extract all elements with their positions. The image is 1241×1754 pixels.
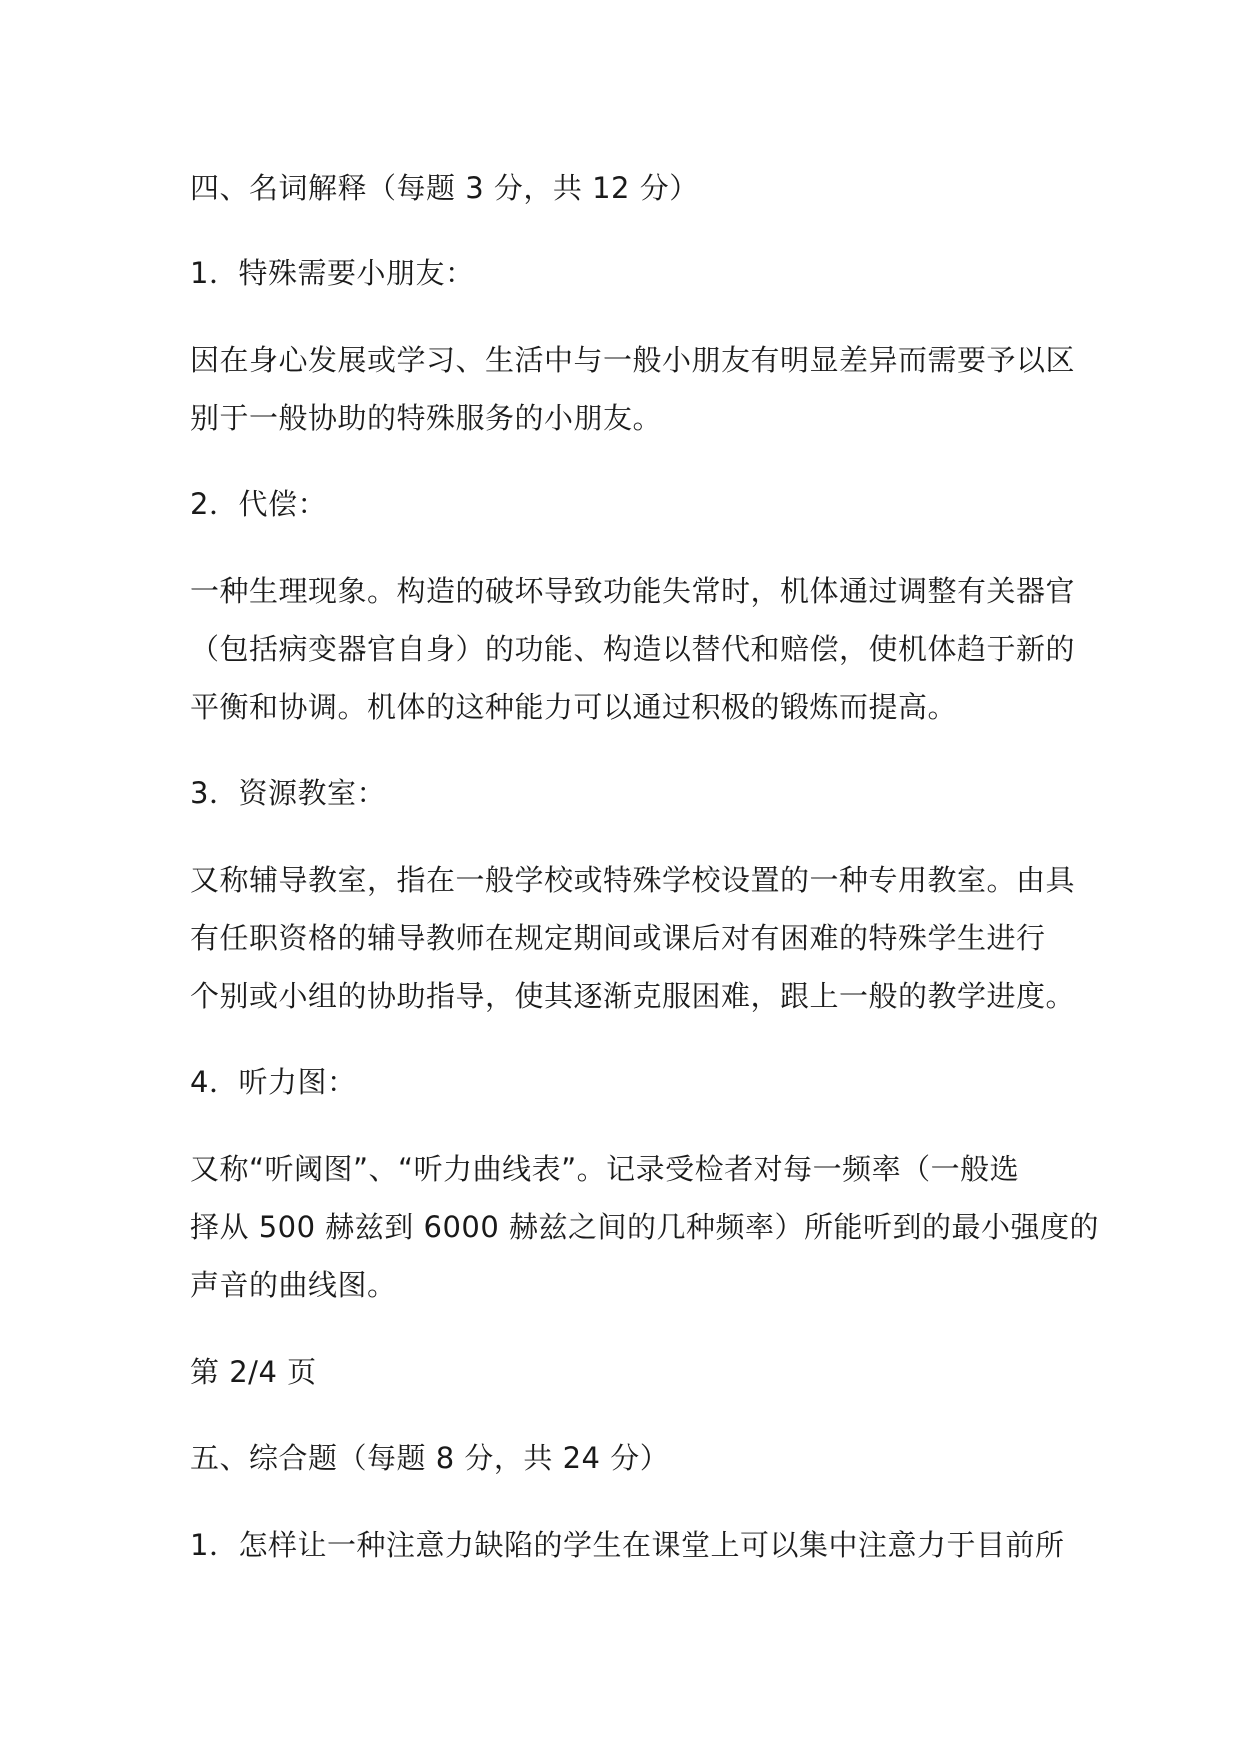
item3-text-line: 有任职资格的辅导教师在规定期间或课后对有困难的特殊学生进行 [190,921,1046,955]
page-number: 第 2/4 页 [190,1355,317,1389]
item4-text-line: 择从 500 赫兹到 6000 赫兹之间的几种频率）所能听到的最小强度的 [190,1210,1100,1244]
item2-text-line: 平衡和协调。机体的这种能力可以通过积极的锻炼而提高。 [190,690,958,724]
item3-title: 3．资源教室： [190,776,386,810]
section4-heading: 四、名词解释（每题 3 分，共 12 分） [190,171,699,205]
item3-text-line: 又称辅导教室，指在一般学校或特殊学校设置的一种专用教室。由具 [190,863,1076,897]
item1-text-line: 别于一般协助的特殊服务的小朋友。 [190,401,663,435]
question1-text-line: 1．怎样让一种注意力缺陷的学生在课堂上可以集中注意力于目前所 [190,1528,1065,1562]
item3-text-line: 个别或小组的协助指导，使其逐渐克服困难，跟上一般的教学进度。 [190,979,1076,1013]
item4-text-line: 声音的曲线图。 [190,1268,397,1302]
item1-text-line: 因在身心发展或学习、生活中与一般小朋友有明显差异而需要予以区 [190,343,1076,377]
item4-text-line: 又称“听阈图”、“听力曲线表”。记录受检者对每一频率（一般选 [190,1152,1020,1186]
item1-title: 1．特殊需要小朋友： [190,256,475,290]
section5-heading: 五、综合题（每题 8 分，共 24 分） [190,1441,670,1475]
item2-text-line: 一种生理现象。构造的破坏导致功能失常时，机体通过调整有关器官 [190,574,1076,608]
item2-text-line: （包括病变器官自身）的功能、构造以替代和赔偿，使机体趋于新的 [190,632,1076,666]
item2-title: 2．代偿： [190,487,327,521]
item4-title: 4．听力图： [190,1065,357,1099]
